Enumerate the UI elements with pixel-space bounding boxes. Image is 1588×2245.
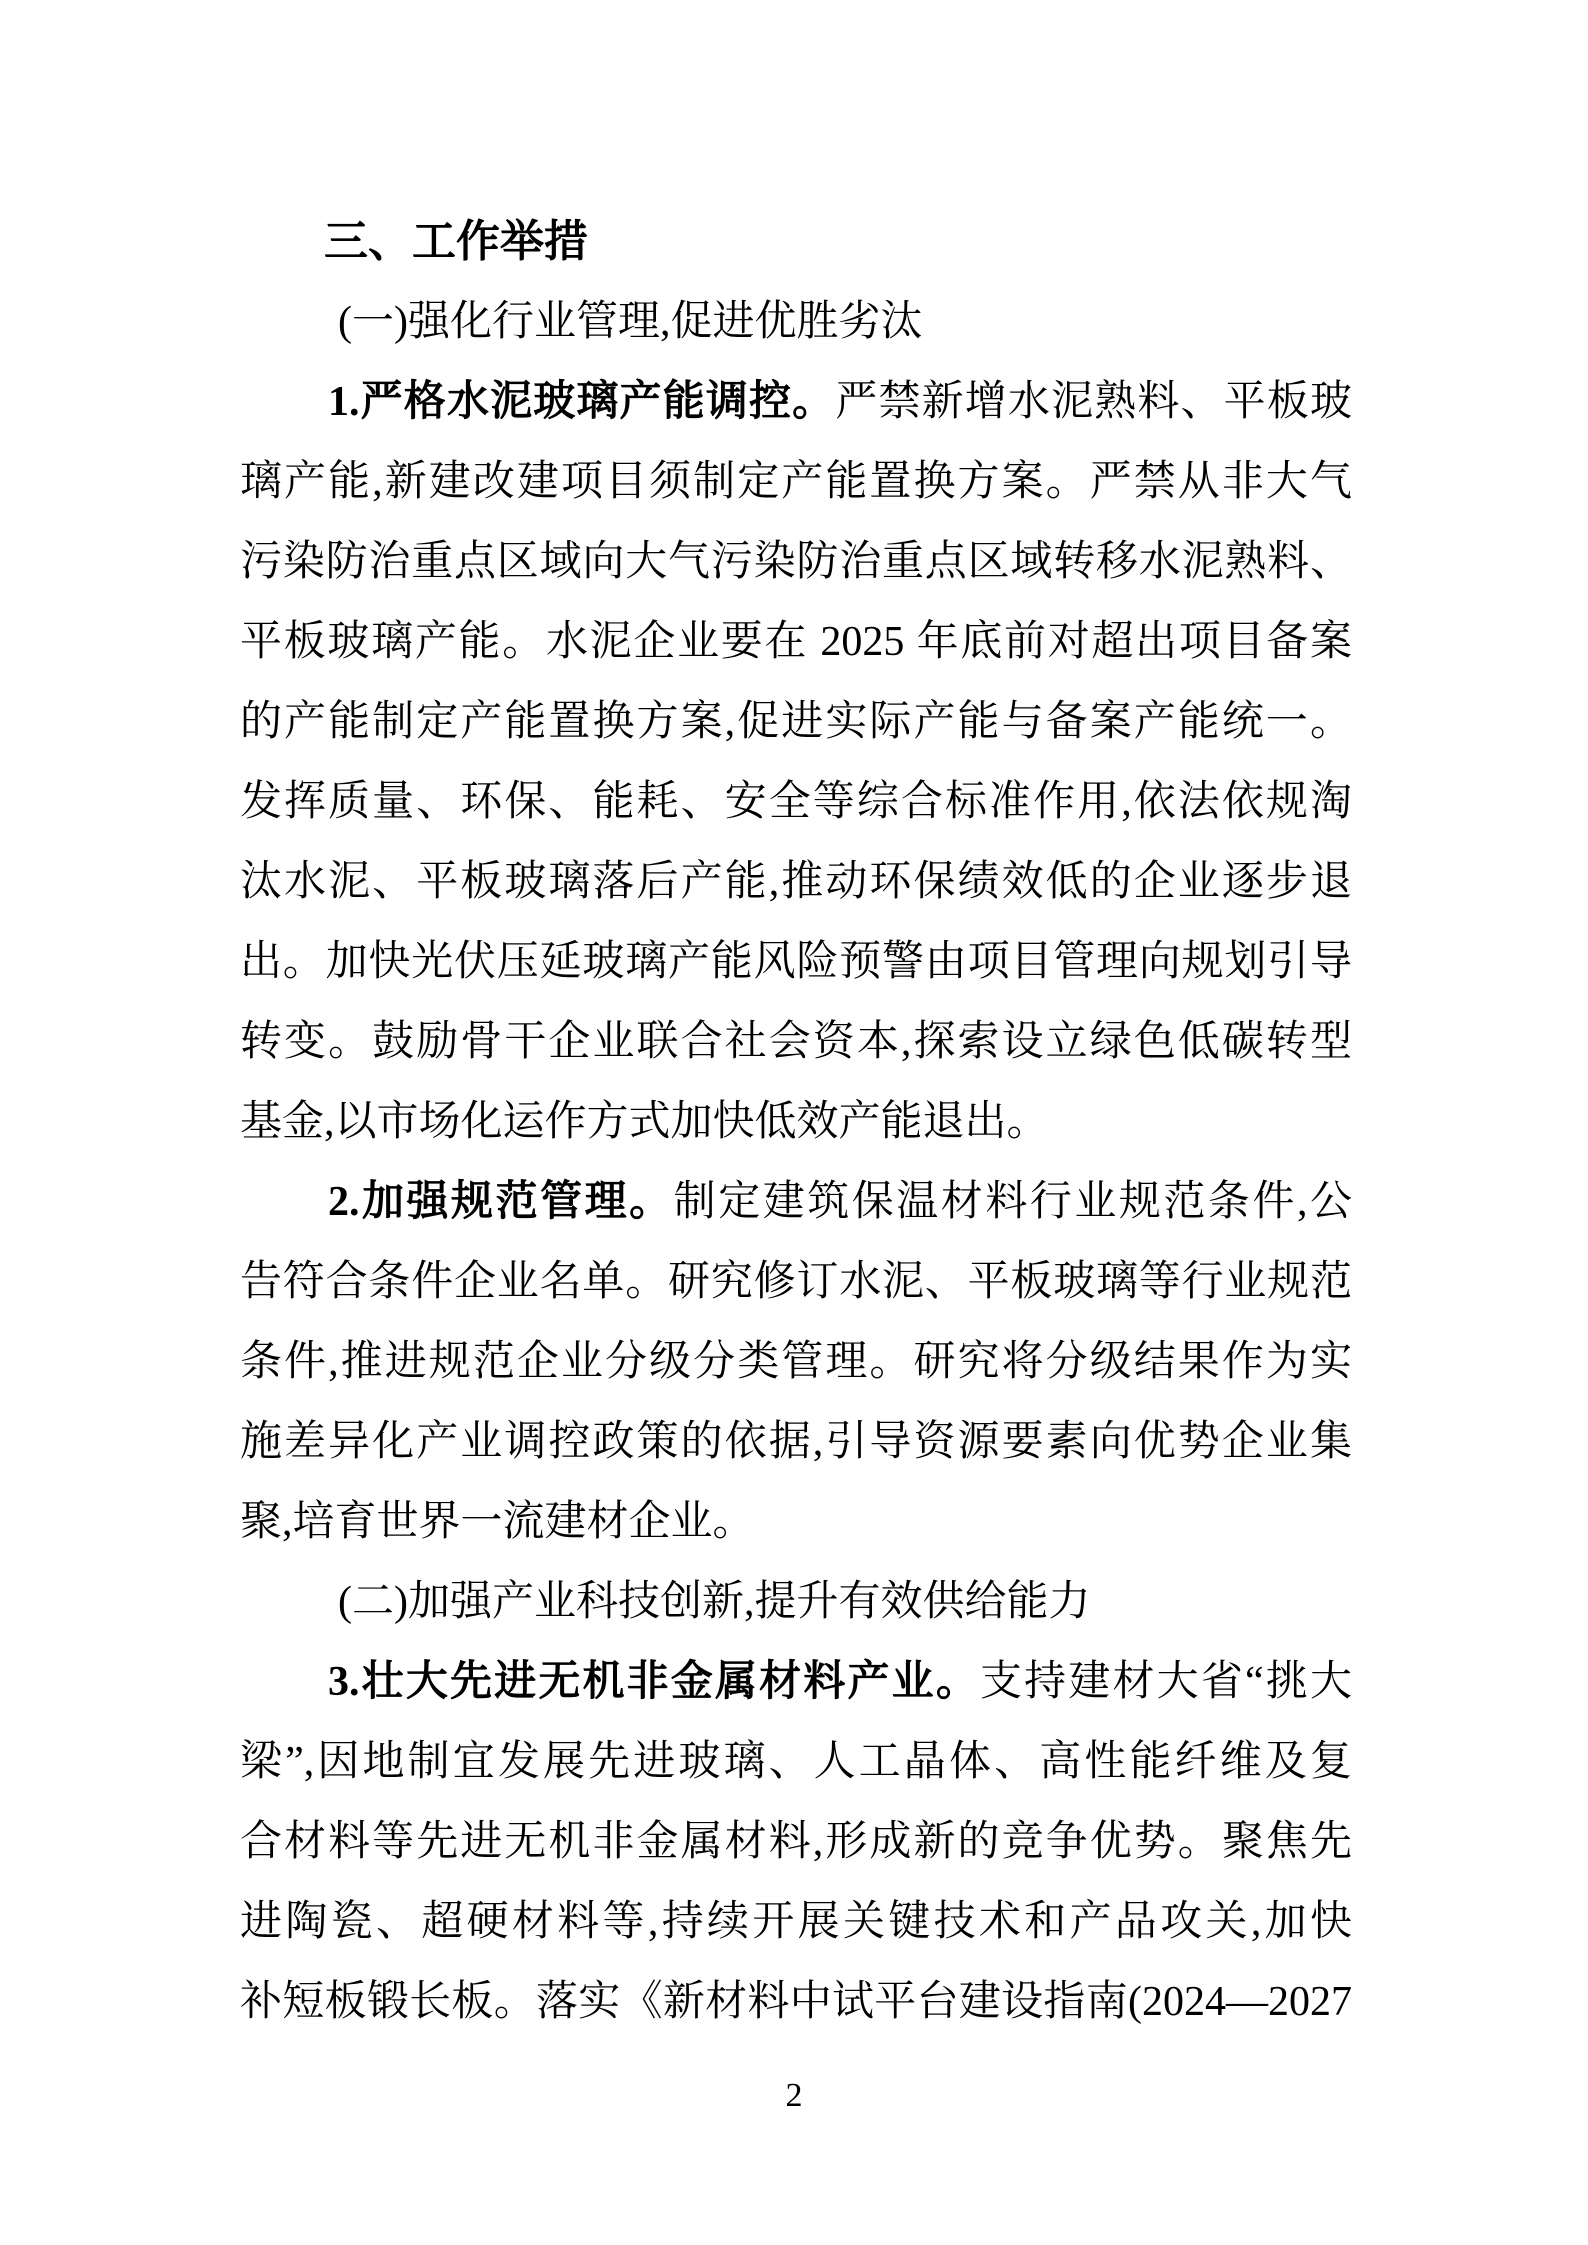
paragraph-1-line-4: 平板玻璃产能。水泥企业要在 2025 年底前对超出项目备案 (240, 619, 1352, 665)
paragraph-3-lead: 3.壮大先进无机非金属材料产业。 (328, 1659, 980, 1705)
paragraph-1-lead: 1.严格水泥玻璃产能调控。 (328, 379, 836, 425)
paragraph-1-line-1-text: 严禁新增水泥熟料、平板玻 (835, 379, 1352, 425)
paragraph-3-line-5: 补短板锻长板。落实《新材料中试平台建设指南(2024—2027 (240, 1979, 1352, 2025)
subsection-heading-2: (二)加强产业科技创新,提升有效供给能力 (338, 1579, 1091, 1625)
paragraph-2-line-5: 聚,培育世界一流建材企业。 (240, 1499, 755, 1545)
paragraph-2-line-1-text: 制定建筑保温材料行业规范条件,公 (673, 1179, 1352, 1225)
paragraph-3-line-1-text: 支持建材大省“挑大 (980, 1659, 1352, 1705)
paragraph-1-line-10: 基金,以市场化运作方式加快低效产能退出。 (240, 1099, 1049, 1145)
paragraph-1-line-1 (240, 362, 1352, 442)
paragraph-1-line-9: 转变。鼓励骨干企业联合社会资本,探索设立绿色低碳转型 (240, 1019, 1352, 1065)
paragraph-1-line-7: 汰水泥、平板玻璃落后产能,推动环保绩效低的企业逐步退 (240, 859, 1352, 905)
paragraph-1-line-6: 发挥质量、环保、能耗、安全等综合标准作用,依法依规淘 (240, 779, 1352, 825)
page-number: 2 (785, 2077, 803, 2114)
subsection-heading-1: (一)强化行业管理,促进优胜劣汰 (338, 299, 923, 345)
document-body (240, 202, 1352, 2042)
paragraph-3-line-3: 合材料等先进无机非金属材料,形成新的竞争优势。聚焦先 (240, 1819, 1352, 1865)
paragraph-2-line-4: 施差异化产业调控政策的依据,引导资源要素向优势企业集 (240, 1419, 1352, 1465)
paragraph-2-lead: 2.加强规范管理。 (328, 1179, 674, 1225)
paragraph-2-line-1 (240, 1162, 1352, 1242)
paragraph-1-line-3: 污染防治重点区域向大气污染防治重点区域转移水泥熟料、 (240, 539, 1352, 585)
paragraph-1-line-5: 的产能制定产能置换方案,促进实际产能与备案产能统一。 (240, 699, 1352, 745)
paragraph-2-line-3: 条件,推进规范企业分级分类管理。研究将分级结果作为实 (240, 1339, 1352, 1385)
paragraph-3-line-4: 进陶瓷、超硬材料等,持续开展关键技术和产品攻关,加快 (240, 1899, 1352, 1945)
section-heading: 三、工作举措 (324, 217, 588, 266)
paragraph-1-line-8: 出。加快光伏压延玻璃产能风险预警由项目管理向规划引导 (240, 939, 1352, 985)
paragraph-2-line-2: 告符合条件企业名单。研究修订水泥、平板玻璃等行业规范 (240, 1259, 1352, 1305)
paragraph-3-line-1 (240, 1642, 1352, 1722)
paragraph-1-line-2: 璃产能,新建改建项目须制定产能置换方案。严禁从非大气 (240, 459, 1352, 505)
paragraph-3-line-2: 梁”,因地制宜发展先进玻璃、人工晶体、高性能纤维及复 (240, 1739, 1352, 1785)
